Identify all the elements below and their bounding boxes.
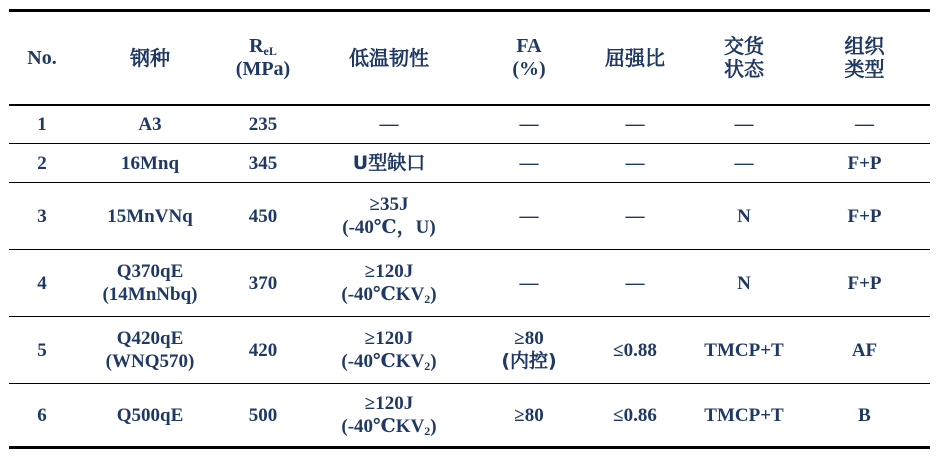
cell-text: 5 xyxy=(37,339,47,361)
cell-text: (-40℃KV xyxy=(341,284,425,305)
cell-text: (内控) xyxy=(501,350,557,372)
steel-table xyxy=(9,9,930,449)
cell-no xyxy=(9,144,75,182)
cell-ratio xyxy=(581,384,689,446)
cell-text: ≥35J xyxy=(369,194,409,215)
cell-ratio xyxy=(581,317,689,383)
cell-tough xyxy=(301,250,477,316)
cell-structure xyxy=(799,317,930,383)
cell-text: 6 xyxy=(37,404,47,426)
cell-fa xyxy=(477,183,581,249)
cell-fa xyxy=(477,144,581,182)
cell-structure xyxy=(799,384,930,446)
header-low-temp-toughness: 低温韧性 xyxy=(349,45,429,70)
cell-text: ) xyxy=(430,351,437,372)
cell-structure xyxy=(799,106,930,143)
cell-no xyxy=(9,183,75,249)
cell-rel xyxy=(225,250,301,316)
toughness-condition xyxy=(341,416,436,437)
cell-text: 3 xyxy=(37,205,47,227)
cell-text: — xyxy=(519,152,539,174)
header-yield-ratio: 屈强比 xyxy=(605,45,665,70)
cell-text: ≥80 xyxy=(514,328,544,349)
cell-fa xyxy=(477,317,581,383)
cell-text: Q500qE xyxy=(116,404,184,426)
cell-text: (-40℃KV xyxy=(341,416,425,437)
cell-text: A3 xyxy=(138,114,162,135)
cell-steel xyxy=(75,317,225,383)
cell-text: ≥120J xyxy=(364,393,414,414)
cell-tough xyxy=(301,144,477,182)
cell-text: 370 xyxy=(248,272,278,294)
cell-text: 345 xyxy=(248,152,278,174)
cell-delivery xyxy=(689,250,799,316)
cell-text: B xyxy=(858,404,871,426)
toughness-condition xyxy=(341,351,436,372)
cell-steel xyxy=(75,106,225,143)
header-steel: 钢种 xyxy=(130,45,170,70)
header-no: No. xyxy=(27,46,57,69)
cell-tough xyxy=(301,106,477,143)
subscript: 2 xyxy=(424,424,431,438)
cell-text: ≥80 xyxy=(514,404,544,426)
toughness-condition xyxy=(341,284,436,305)
cell-text: 16Mnq xyxy=(120,152,180,174)
cell-text: (14MnNbq) xyxy=(102,284,198,305)
cell-ratio xyxy=(581,106,689,143)
cell-text: U型缺口 xyxy=(352,151,426,174)
cell-text: ≤0.86 xyxy=(613,404,657,426)
cell-fa xyxy=(477,106,581,143)
subscript: 2 xyxy=(424,359,431,373)
rel-label: $R_{eL}$ xyxy=(249,35,277,58)
cell-rel xyxy=(225,183,301,249)
cell-fa xyxy=(477,250,581,316)
cell-text: ≥120J xyxy=(364,261,414,282)
cell-text: AF xyxy=(851,339,878,361)
cell-text: — xyxy=(625,205,645,227)
cell-text: — xyxy=(855,114,874,135)
cell-text: — xyxy=(519,205,539,227)
cell-text: ≥120J xyxy=(364,328,414,349)
cell-text: 15MnVNq xyxy=(107,205,193,227)
cell-ratio xyxy=(581,144,689,182)
cell-text: ≤0.88 xyxy=(613,339,657,361)
cell-text: — xyxy=(625,152,645,174)
cell-text: 235 xyxy=(248,114,278,135)
cell-text: — xyxy=(625,114,645,135)
cell-text: 4 xyxy=(37,272,47,294)
cell-text: ) xyxy=(430,416,437,437)
cell-text: — xyxy=(519,272,539,294)
cell-text: TMCP+T xyxy=(704,404,784,426)
cell-steel xyxy=(75,250,225,316)
cell-text: N xyxy=(737,205,751,227)
toughness-condition xyxy=(342,217,435,238)
cell-text: (WNQ570) xyxy=(105,351,195,372)
cell-tough xyxy=(301,317,477,383)
cell-structure xyxy=(799,250,930,316)
cell-text: N xyxy=(737,272,751,294)
cell-text: TMCP+T xyxy=(704,339,784,361)
cell-text: 500 xyxy=(248,404,278,426)
cell-text: — xyxy=(519,114,539,135)
cell-ratio xyxy=(581,250,689,316)
cell-no xyxy=(9,106,75,143)
cell-text: (-40℃，U) xyxy=(342,217,436,238)
cell-delivery xyxy=(689,144,799,182)
cell-rel xyxy=(225,106,301,143)
cell-delivery xyxy=(689,317,799,383)
cell-steel xyxy=(75,183,225,249)
cell-delivery xyxy=(689,106,799,143)
cell-ratio xyxy=(581,183,689,249)
cell-text: 1 xyxy=(37,114,47,135)
cell-text: 420 xyxy=(248,339,278,361)
cell-tough xyxy=(301,384,477,446)
cell-rel xyxy=(225,144,301,182)
cell-no xyxy=(9,250,75,316)
cell-rel xyxy=(225,317,301,383)
cell-text: F+P xyxy=(847,272,882,294)
cell-text: — xyxy=(379,114,399,135)
cell-steel xyxy=(75,384,225,446)
cell-fa xyxy=(477,384,581,446)
cell-structure xyxy=(799,144,930,182)
cell-rel xyxy=(225,384,301,446)
cell-text: F+P xyxy=(847,205,882,227)
cell-structure xyxy=(799,183,930,249)
cell-text: F+P xyxy=(847,152,882,174)
cell-text: ) xyxy=(430,284,437,305)
subscript: 2 xyxy=(424,292,431,306)
cell-no xyxy=(9,384,75,446)
cell-tough xyxy=(301,183,477,249)
bottom-rule xyxy=(9,446,930,449)
cell-text: — xyxy=(625,272,645,294)
cell-text: Q420qE xyxy=(116,328,184,349)
cell-text: Q370qE xyxy=(116,261,184,282)
cell-text: — xyxy=(734,114,754,135)
rel-unit: (MPa) xyxy=(235,58,291,80)
cell-no xyxy=(9,317,75,383)
header-delivery-state: 交货 状态 xyxy=(724,34,764,81)
cell-text: — xyxy=(734,152,754,174)
cell-text: 450 xyxy=(248,205,278,227)
cell-delivery xyxy=(689,183,799,249)
cell-steel xyxy=(75,144,225,182)
cell-delivery xyxy=(689,384,799,446)
header-fa: FA (%) xyxy=(512,35,546,80)
header-rel xyxy=(225,12,301,104)
header-structure-type: 组织 类型 xyxy=(844,34,885,81)
cell-text: 2 xyxy=(37,152,47,174)
cell-text: (-40℃KV xyxy=(341,351,425,372)
